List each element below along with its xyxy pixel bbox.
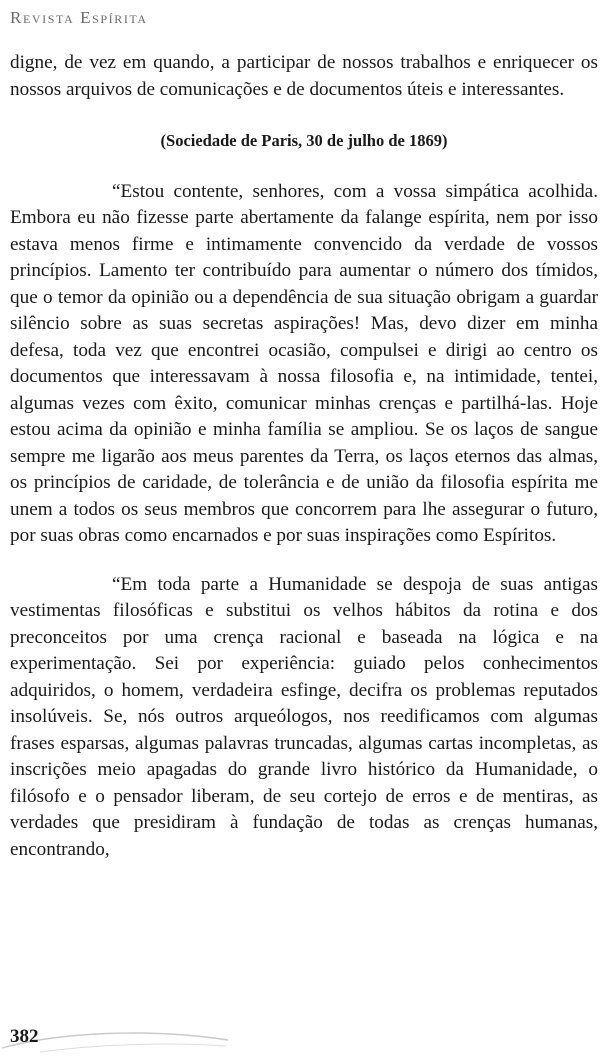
paragraph-communication-2: “Em toda parte a Humanidade se despoja de suas antigas vestimentas filosóficas e substitui os velhos hábitos da rotina e dos preconceitos por uma crença racional e baseada na lógica e na experimentação. Sei por experiência: guiado pelos conhecimentos adquiridos, o homem, verdadeira esfinge, decifra os problemas reputados insolúveis. Se, nós outros arqueólogos, nos reedificamos com algumas frases esparsas, algumas palavras truncadas, algumas cartas incompletas, as inscrições meio apagadas do grande livro histórico da Humanidade, o filósofo e o pensador liberam, de seu cortejo de erros e de mentiras, as verdades que presidiram à fundação de todas as crenças humanas, encontrando, (10, 573, 598, 860)
page-body (10, 50, 598, 863)
dateline: (Sociedade de Paris, 30 de julho de 1869) (160, 131, 448, 150)
running-head-title: Revista Espírita (10, 8, 148, 27)
paragraph-continuation: digne, de vez em quando, a participar de nossos trabalhos e enriquecer os nossos arquivos de comunicações e de documentos úteis e interessantes. (10, 52, 598, 100)
paragraph-communication-1: “Estou contente, senhores, com a vossa simpática acolhida. Embora eu não fizesse parte abertamente da falange espírita, nem por isso estava menos firme e intimamente convencido da verdade de vossos princípios. Lamento ter contribuído para aumentar o número dos tímidos, que o temor da opinião ou a dependência de sua situação obrigam a guardar silêncio sobre as suas secretas aspirações! Mas, devo dizer em minha defesa, toda vez que encontrei ocasião, compulsei e dirigi ao centro os documentos que interessavam à nossa filosofia e, na intimidade, tentei, algumas vezes com êxito, comunicar minhas crenças e partilhá-las. Hoje estou acima da opinião e minha família se ampliou. Se os laços de sangue sempre me ligarão aos meus parentes da Terra, os laços eternos das almas, os princípios de caridade, de tolerância e de união da filosofia espírita me unem a todos os seus membros que concorrem para lhe assegurar o futuro, por suas obras como encarnados e por suas inspirações como Espíritos. (10, 180, 598, 546)
page-number: 382 (10, 1026, 39, 1047)
